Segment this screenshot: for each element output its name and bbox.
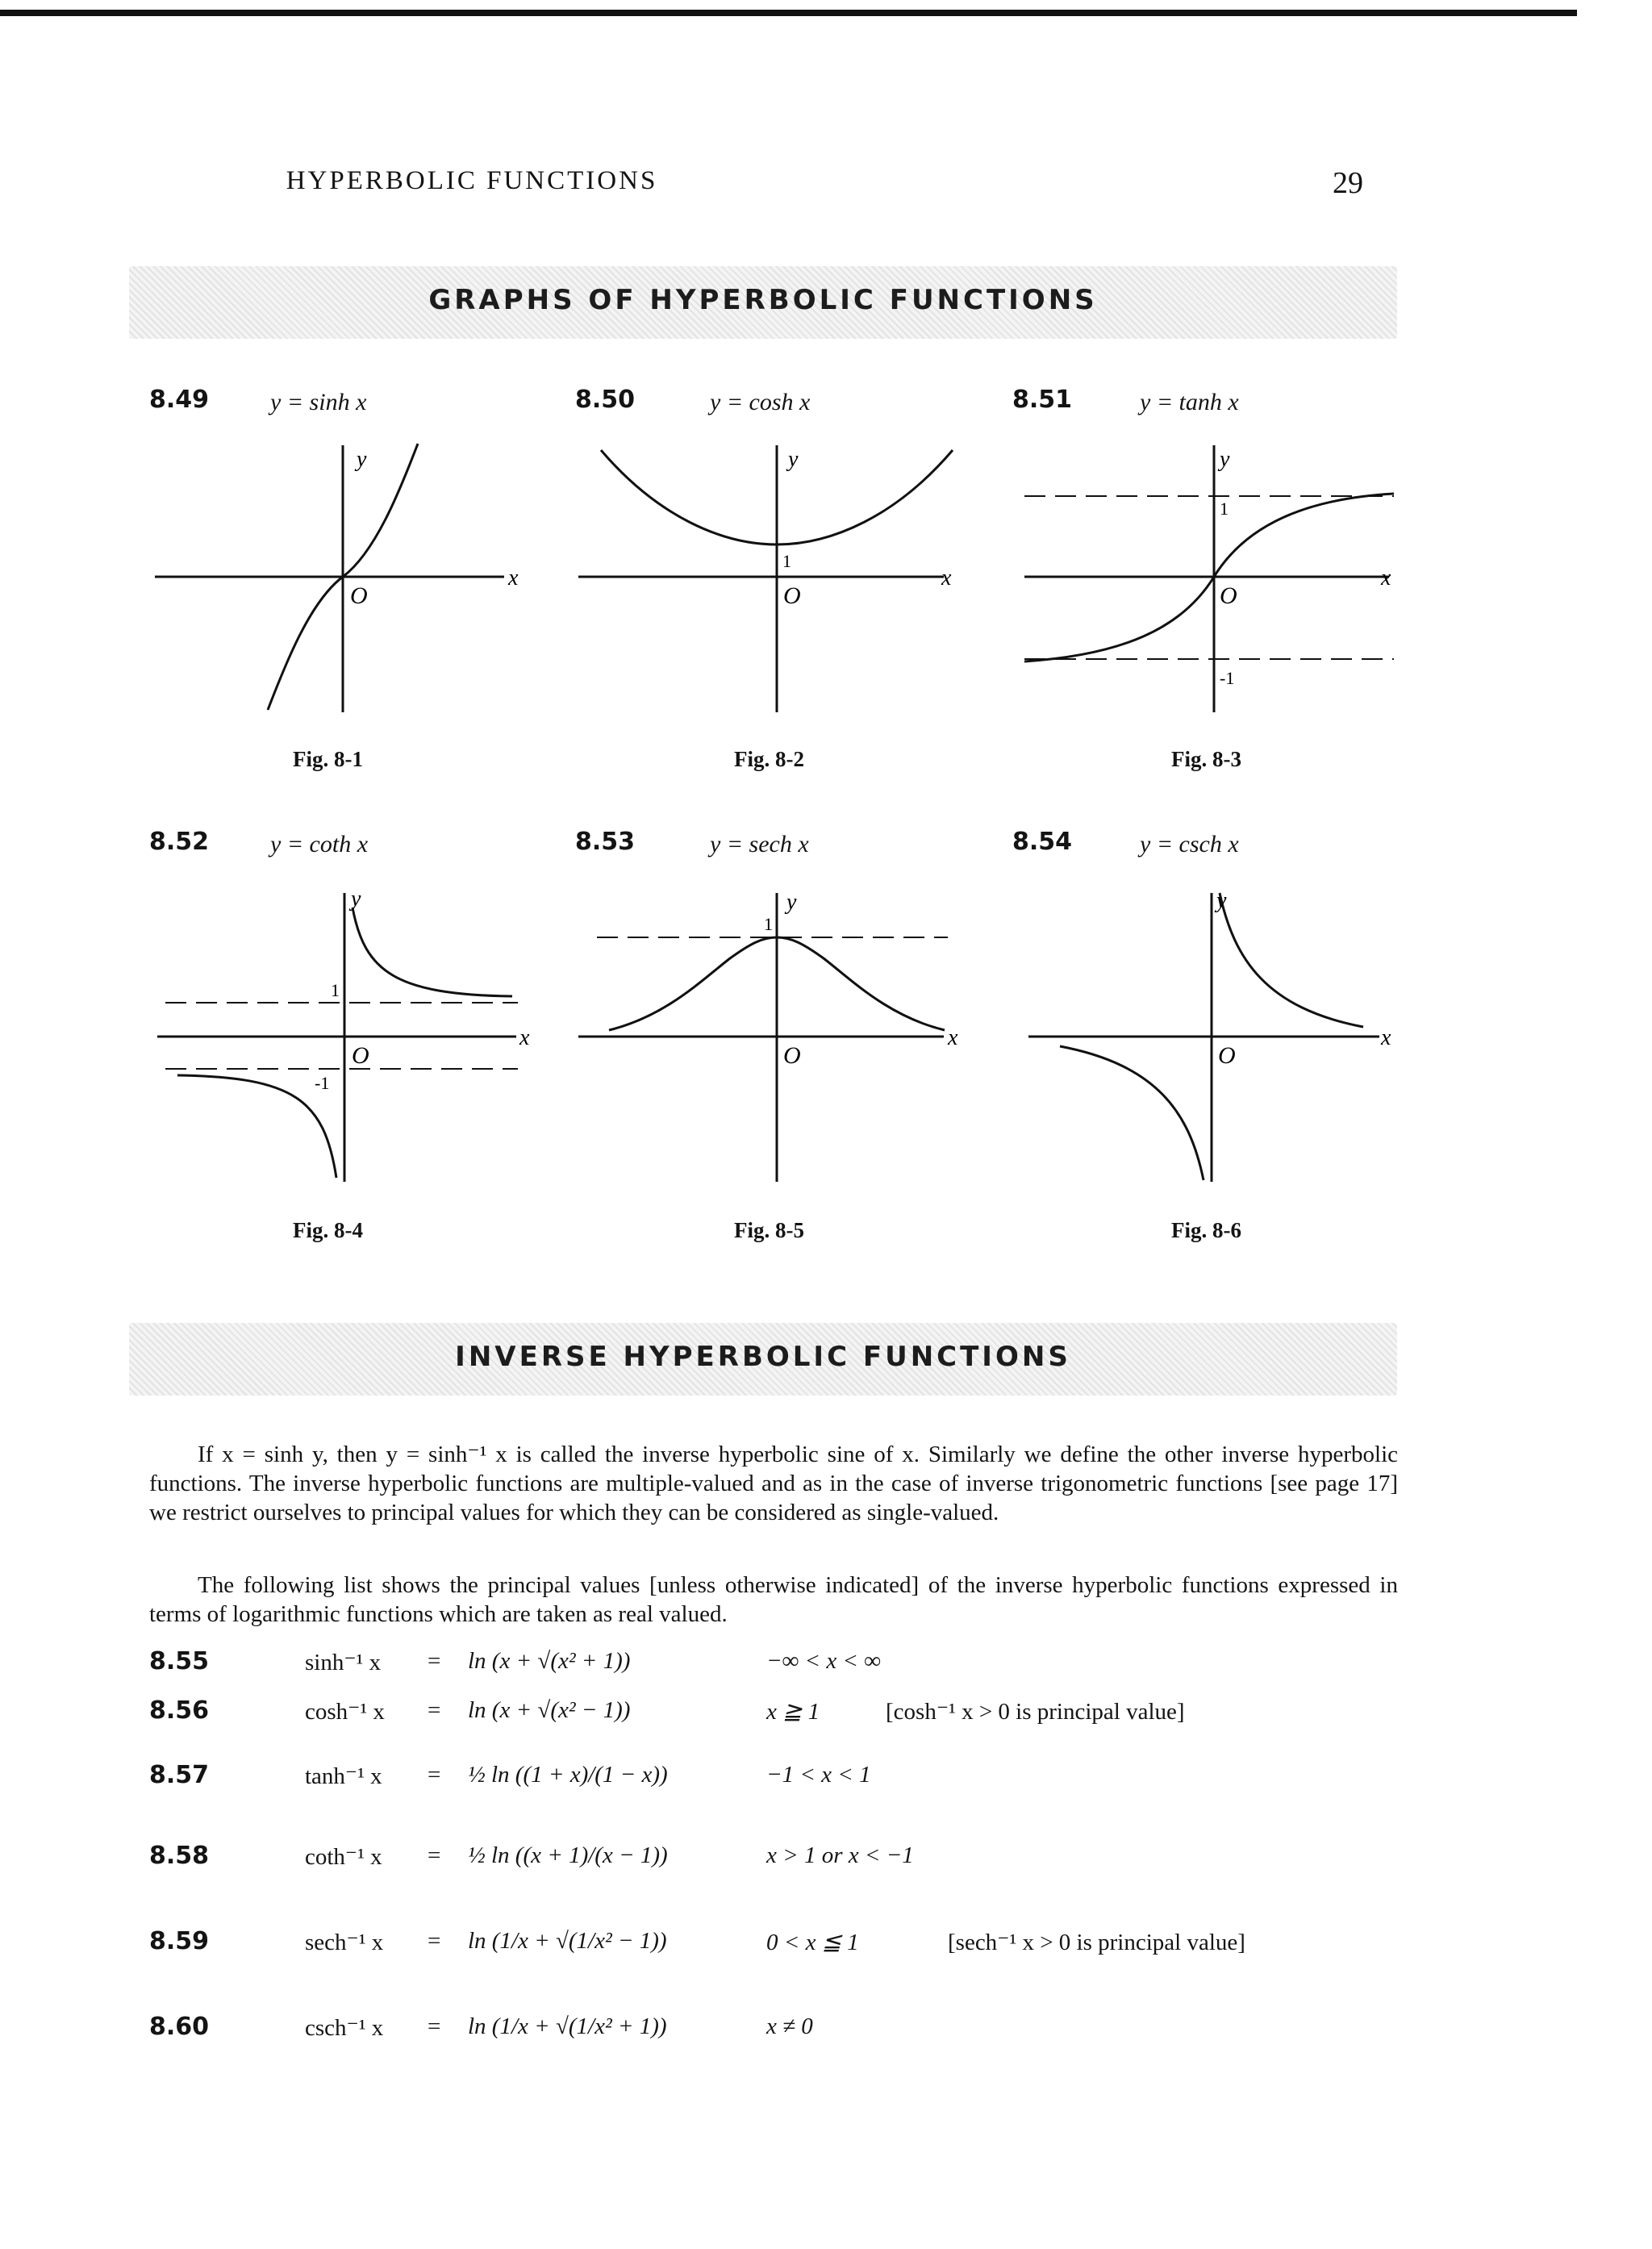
axis-label-x: x — [1381, 565, 1391, 590]
section-title-graphs: GRAPHS OF HYPERBOLIC FUNCTIONS — [428, 284, 1098, 316]
axis-label-x: x — [508, 565, 519, 590]
axis-label-x: x — [1381, 1025, 1391, 1050]
axis-label-x: x — [519, 1025, 530, 1050]
origin-label: O — [350, 582, 368, 609]
formula-domain: −1 < x < 1 — [766, 1762, 871, 1788]
page-number: 29 — [1333, 166, 1363, 200]
tick-label-minus-one: -1 — [1220, 668, 1235, 688]
curve-coth-right — [353, 908, 512, 996]
figure-equation: y = tanh x — [1140, 389, 1239, 415]
formula-equals: = — [428, 1697, 441, 1723]
formula-number: 8.60 — [149, 2013, 210, 2041]
figure-number: 8.51 — [1012, 386, 1073, 414]
curve-csch-left — [1060, 1046, 1204, 1180]
formula-rhs: ½ ln ((1 + x)/(1 − x)) — [468, 1762, 668, 1788]
formula-domain: x > 1 or x < −1 — [766, 1842, 914, 1868]
origin-label: O — [783, 1042, 801, 1069]
tick-label-one: 1 — [782, 551, 791, 571]
figure-caption: Fig. 8-5 — [734, 1218, 804, 1242]
tick-label-one: 1 — [1220, 499, 1229, 519]
formula-number: 8.59 — [149, 1927, 210, 1955]
figure-equation: y = coth x — [270, 831, 369, 857]
axis-label-y: y — [1220, 447, 1230, 472]
figure-caption: Fig. 8-6 — [1171, 1218, 1241, 1242]
figure-number: 8.50 — [575, 386, 636, 414]
formula-equals: = — [428, 2013, 441, 2039]
curve-coth-left — [177, 1075, 336, 1178]
formula-domain: x ≠ 0 — [766, 2013, 813, 2039]
formula-rhs: ½ ln ((x + 1)/(x − 1)) — [468, 1842, 668, 1868]
formula-rhs: ln (x + √(x² − 1)) — [468, 1697, 631, 1723]
formula-lhs: sech⁻¹ x — [305, 1930, 384, 1955]
figure-equation: y = cosh x — [710, 389, 811, 415]
formula-domain: x ≧ 1 — [766, 1699, 820, 1725]
paragraph-principal-values: The following list shows the principal values [unless otherwise indicated] of the inverse hyperbolic functions expressed in terms of logarithmic functions which are taken as real valued. — [149, 1572, 1398, 1627]
figure-caption: Fig. 8-2 — [734, 747, 804, 771]
formula-number: 8.58 — [149, 1842, 210, 1870]
axis-label-y: y — [351, 887, 361, 912]
formula-number: 8.55 — [149, 1647, 210, 1675]
formula-lhs: coth⁻¹ x — [305, 1844, 382, 1870]
tick-label-one: 1 — [331, 980, 340, 1000]
formula-note: [sech⁻¹ x > 0 is principal value] — [948, 1930, 1245, 1955]
formula-rhs: ln (1/x + √(1/x² − 1)) — [468, 1928, 667, 1954]
section-banner-graphs — [129, 266, 1397, 339]
running-head: HYPERBOLIC FUNCTIONS — [286, 166, 658, 195]
formula-domain: 0 < x ≦ 1 — [766, 1930, 859, 1955]
figure-caption: Fig. 8-3 — [1171, 747, 1241, 771]
tick-label-minus-one: -1 — [315, 1073, 330, 1093]
axis-label-x: x — [941, 565, 952, 590]
figure-number: 8.54 — [1012, 828, 1073, 856]
figure-caption: Fig. 8-4 — [293, 1218, 363, 1242]
formula-number: 8.57 — [149, 1761, 210, 1789]
figure-number: 8.49 — [149, 386, 210, 414]
graph-coth — [145, 883, 549, 1190]
figure-equation: y = sech x — [710, 831, 809, 857]
axis-label-y: y — [357, 447, 367, 472]
formula-equals: = — [428, 1928, 441, 1954]
section-banner-inverse — [129, 1323, 1397, 1396]
figure-equation: y = sinh x — [270, 389, 367, 415]
graph-csch — [1008, 883, 1412, 1190]
formula-lhs: tanh⁻¹ x — [305, 1763, 382, 1789]
figure-caption: Fig. 8-1 — [293, 747, 363, 771]
formula-domain: −∞ < x < ∞ — [766, 1648, 881, 1674]
graph-sech — [569, 883, 972, 1190]
formula-note: [cosh⁻¹ x > 0 is principal value] — [886, 1699, 1185, 1725]
graph-sinh — [145, 436, 549, 726]
formula-lhs: csch⁻¹ x — [305, 2015, 384, 2041]
axis-label-x: x — [948, 1025, 958, 1050]
formula-lhs: sinh⁻¹ x — [305, 1650, 382, 1675]
paragraph-intro: If x = sinh y, then y = sinh⁻¹ x is called the inverse hyperbolic sine of x. Similarly we define the other inverse hyperbolic functions. The inverse hyperbolic functions are multiple-valued and as in the case of inverse trigonometric functions [see page 17] we restrict ourselves to principal values for which they can be considered as single-valued. — [149, 1442, 1398, 1525]
axis-label-y: y — [788, 447, 799, 472]
top-rule — [0, 10, 1577, 16]
axis-label-y: y — [1216, 888, 1227, 913]
curve-csch-right — [1220, 893, 1363, 1027]
formula-rhs: ln (x + √(x² + 1)) — [468, 1648, 631, 1674]
formula-lhs: cosh⁻¹ x — [305, 1699, 385, 1725]
axis-label-y: y — [786, 890, 797, 915]
section-title-inverse: INVERSE HYPERBOLIC FUNCTIONS — [455, 1341, 1071, 1373]
origin-label: O — [352, 1042, 369, 1069]
graph-cosh — [569, 436, 972, 726]
figure-equation: y = csch x — [1140, 831, 1239, 857]
formula-equals: = — [428, 1762, 441, 1788]
formula-equals: = — [428, 1842, 441, 1868]
formula-equals: = — [428, 1648, 441, 1674]
graph-tanh — [1008, 436, 1412, 726]
formula-rhs: ln (1/x + √(1/x² + 1)) — [468, 2013, 667, 2039]
origin-label: O — [783, 582, 801, 609]
origin-label: O — [1220, 582, 1237, 609]
figure-number: 8.53 — [575, 828, 636, 856]
origin-label: O — [1218, 1042, 1236, 1069]
formula-number: 8.56 — [149, 1696, 210, 1725]
tick-label-one: 1 — [764, 914, 773, 934]
figure-number: 8.52 — [149, 828, 210, 856]
